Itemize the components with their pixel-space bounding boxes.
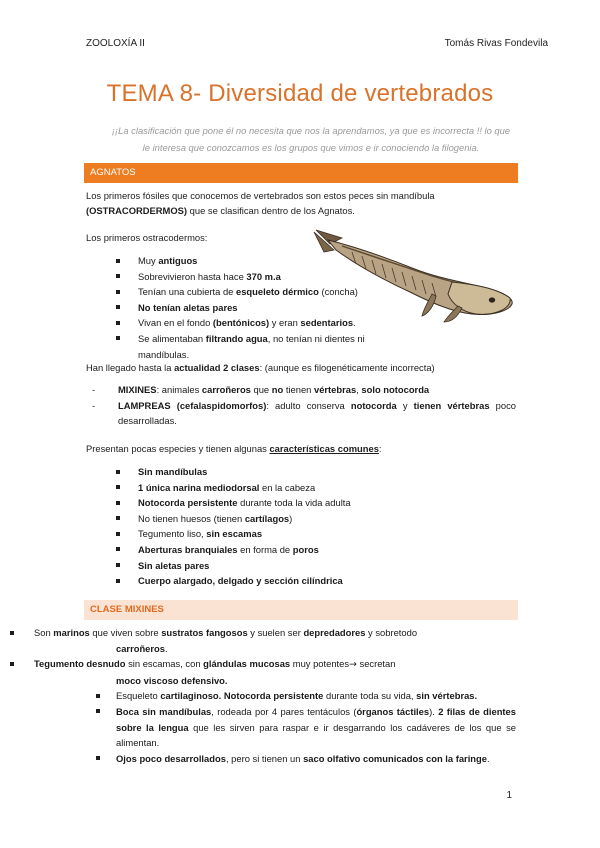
list-item	[110, 542, 510, 558]
text-run: glándulas mucosas	[203, 658, 291, 670]
text-run: Tegumento desnudo	[34, 658, 126, 670]
mixines-tegument-item	[6, 656, 516, 766]
text-run: Tegumento liso,	[138, 528, 207, 540]
text-run: carroñeros	[116, 642, 165, 654]
text-run: durante toda su vida,	[323, 690, 417, 702]
text-run: Aberturas branquiales	[138, 543, 238, 555]
list-item	[110, 480, 510, 496]
text-run: 2 filas de dientes sobre la lengua	[116, 705, 516, 733]
list-item	[110, 526, 510, 542]
text-run: : animales	[156, 384, 202, 395]
list-item	[90, 704, 516, 751]
text-run: , no tenían ni dientes ni mandíbulas.	[138, 332, 365, 360]
text-run: durante toda la vida adulta	[237, 497, 351, 509]
page-title: TEMA 8- Diversidad de vertebrados	[106, 80, 494, 107]
text-run: ,	[356, 384, 362, 395]
text-run: y suelen ser	[247, 627, 304, 638]
mixines-list	[6, 625, 516, 766]
text-run: Sin mandíbulas	[138, 466, 208, 477]
text-run: saco olfativo comunicados con la faringe	[303, 752, 487, 764]
list-item	[110, 558, 510, 574]
text-run: características comunes	[269, 443, 379, 454]
text-run: Sin aletas pares	[138, 559, 210, 571]
text-run: →	[349, 659, 357, 671]
ostracoderm-fossil-illustration	[312, 222, 518, 324]
text-run: solo notocorda	[361, 384, 430, 395]
text-run: .	[353, 317, 356, 329]
text-run: que se clasifican dentro de los Agnatos.	[187, 205, 355, 216]
text-run: depredadores	[303, 627, 366, 638]
text-run: que viven sobre	[89, 627, 162, 638]
text-run: Presentan pocas especies y tienen algunas	[86, 443, 270, 454]
text-run: secretan	[356, 658, 396, 670]
text-run: Han llegado hasta la	[86, 362, 175, 373]
text-run: Vivan en el fondo	[138, 317, 213, 329]
text-run: y sobretodo	[365, 627, 418, 638]
text-run: vértebras	[313, 384, 357, 395]
text-run: en la cabeza	[259, 481, 316, 493]
list-item	[86, 382, 516, 398]
text-run: , rodeada por 4 pares tentáculos (	[211, 705, 357, 717]
text-run: y	[396, 399, 414, 411]
text-run: Notocorda persistente	[138, 497, 238, 509]
text-run: que les sirven para raspar e ir desgarrando los cadáveres de los que se alimentan.	[116, 721, 516, 749]
text-run: sin escamas	[206, 528, 263, 540]
text-run: sustratos fangosos	[161, 627, 248, 638]
ostracoderm-heading: Los primeros ostracodermos:	[86, 232, 208, 243]
text-run: órganos táctiles	[356, 705, 430, 717]
section-header-agnatos: AGNATOS	[84, 163, 518, 183]
text-run: : adulto conserva	[266, 399, 351, 411]
text-run: Se alimentaban	[138, 332, 206, 344]
mixines-habitat-item	[6, 625, 516, 656]
agnatos-classes-list	[86, 382, 516, 429]
text-run: (concha)	[318, 286, 358, 298]
list-item	[90, 688, 516, 704]
text-run: Cuerpo alargado, delgado y sección cilíndrica	[138, 575, 343, 587]
list-item	[110, 495, 510, 511]
text-run: actualidad 2 clases	[174, 362, 260, 373]
list-item	[110, 331, 370, 362]
text-run: marinos	[53, 627, 90, 638]
list-item	[110, 511, 510, 527]
actual-classes-intro	[86, 360, 516, 375]
text-run: Boca sin mandíbulas	[116, 705, 212, 717]
text-run: sin escamas, con	[125, 658, 204, 670]
text-run: antiguos	[158, 255, 198, 266]
text-run: : (aunque es filogenéticamente incorrecta)	[259, 362, 435, 373]
text-run: (bentónicos)	[212, 317, 270, 329]
text-run: Muy	[138, 255, 159, 266]
text-run: y eran	[269, 317, 301, 329]
text-run: moco viscoso defensivo.	[116, 674, 228, 686]
text-run: ).	[429, 705, 439, 717]
text-run: en forma de	[237, 543, 293, 555]
text-run: poco desarrolladas.	[118, 399, 517, 427]
text-run: :	[378, 443, 382, 454]
list-item	[86, 398, 516, 429]
text-run: MIXINES	[118, 384, 157, 395]
common-characteristics-intro	[86, 441, 516, 456]
agnatos-intro	[86, 188, 504, 218]
text-run: Tenían una cubierta de	[138, 286, 236, 298]
text-run: No tenían aletas pares	[138, 301, 238, 313]
text-run: Ojos poco desarrollados	[116, 752, 226, 764]
text-run: LAMPREAS (cefalaspidomorfos)	[118, 399, 267, 411]
text-run: sin vértebras.	[416, 690, 478, 702]
list-item	[90, 751, 516, 767]
mixines-sublist	[90, 688, 516, 766]
text-run: Los primeros fósiles que conocemos de vertebrados son estos peces sin mandíbula	[86, 190, 435, 201]
text-run: Sobrevivieron hasta hace	[138, 270, 247, 282]
text-run: , pero si tienen un	[225, 752, 304, 764]
section-header-mixines: CLASE MIXINES	[84, 600, 518, 620]
header-course: ZOOLOXÍA II	[86, 38, 145, 49]
text-run: 370 m.a	[246, 270, 281, 282]
text-run: sedentarios	[300, 317, 354, 329]
text-run: (OSTRACORDERMOS)	[86, 205, 188, 216]
text-run: que	[250, 384, 272, 395]
text-run: esqueleto dérmico	[236, 286, 319, 298]
common-characteristics-list	[110, 464, 510, 589]
text-run: filtrando agua	[205, 332, 268, 344]
text-run: cartilaginoso. Notocorda persistente	[160, 690, 324, 702]
text-run: .	[486, 752, 490, 764]
text-run: Son	[34, 627, 54, 638]
header-author: Tomás Rivas Fondevila	[444, 38, 548, 49]
text-run: poros	[292, 543, 319, 555]
text-run: 1 única narina mediodorsal	[138, 481, 260, 493]
text-run: no	[271, 384, 284, 395]
text-run: muy potentes	[290, 658, 350, 670]
subtitle-note: ¡¡La clasificación que pone él no necesita que nos la aprendamos, ya que es incorrecta !! lo que le interesa que conozcamos es los grupos que vimos e ir conociendo la filogenia.	[111, 125, 511, 153]
text-run: Esqueleto	[116, 690, 161, 702]
text-run: cartílagos	[244, 512, 290, 524]
text-run: tienen	[283, 384, 314, 395]
text-run: carroñeros	[201, 384, 251, 395]
list-item	[110, 464, 510, 480]
text-run: )	[289, 512, 293, 524]
page-number: 1	[506, 790, 512, 801]
text-run: notocorda	[350, 399, 397, 411]
text-run: tienen vértebras	[413, 399, 490, 411]
text-run: No tienen huesos (tienen	[138, 512, 245, 524]
list-item	[110, 573, 510, 589]
text-run: .	[164, 642, 168, 654]
